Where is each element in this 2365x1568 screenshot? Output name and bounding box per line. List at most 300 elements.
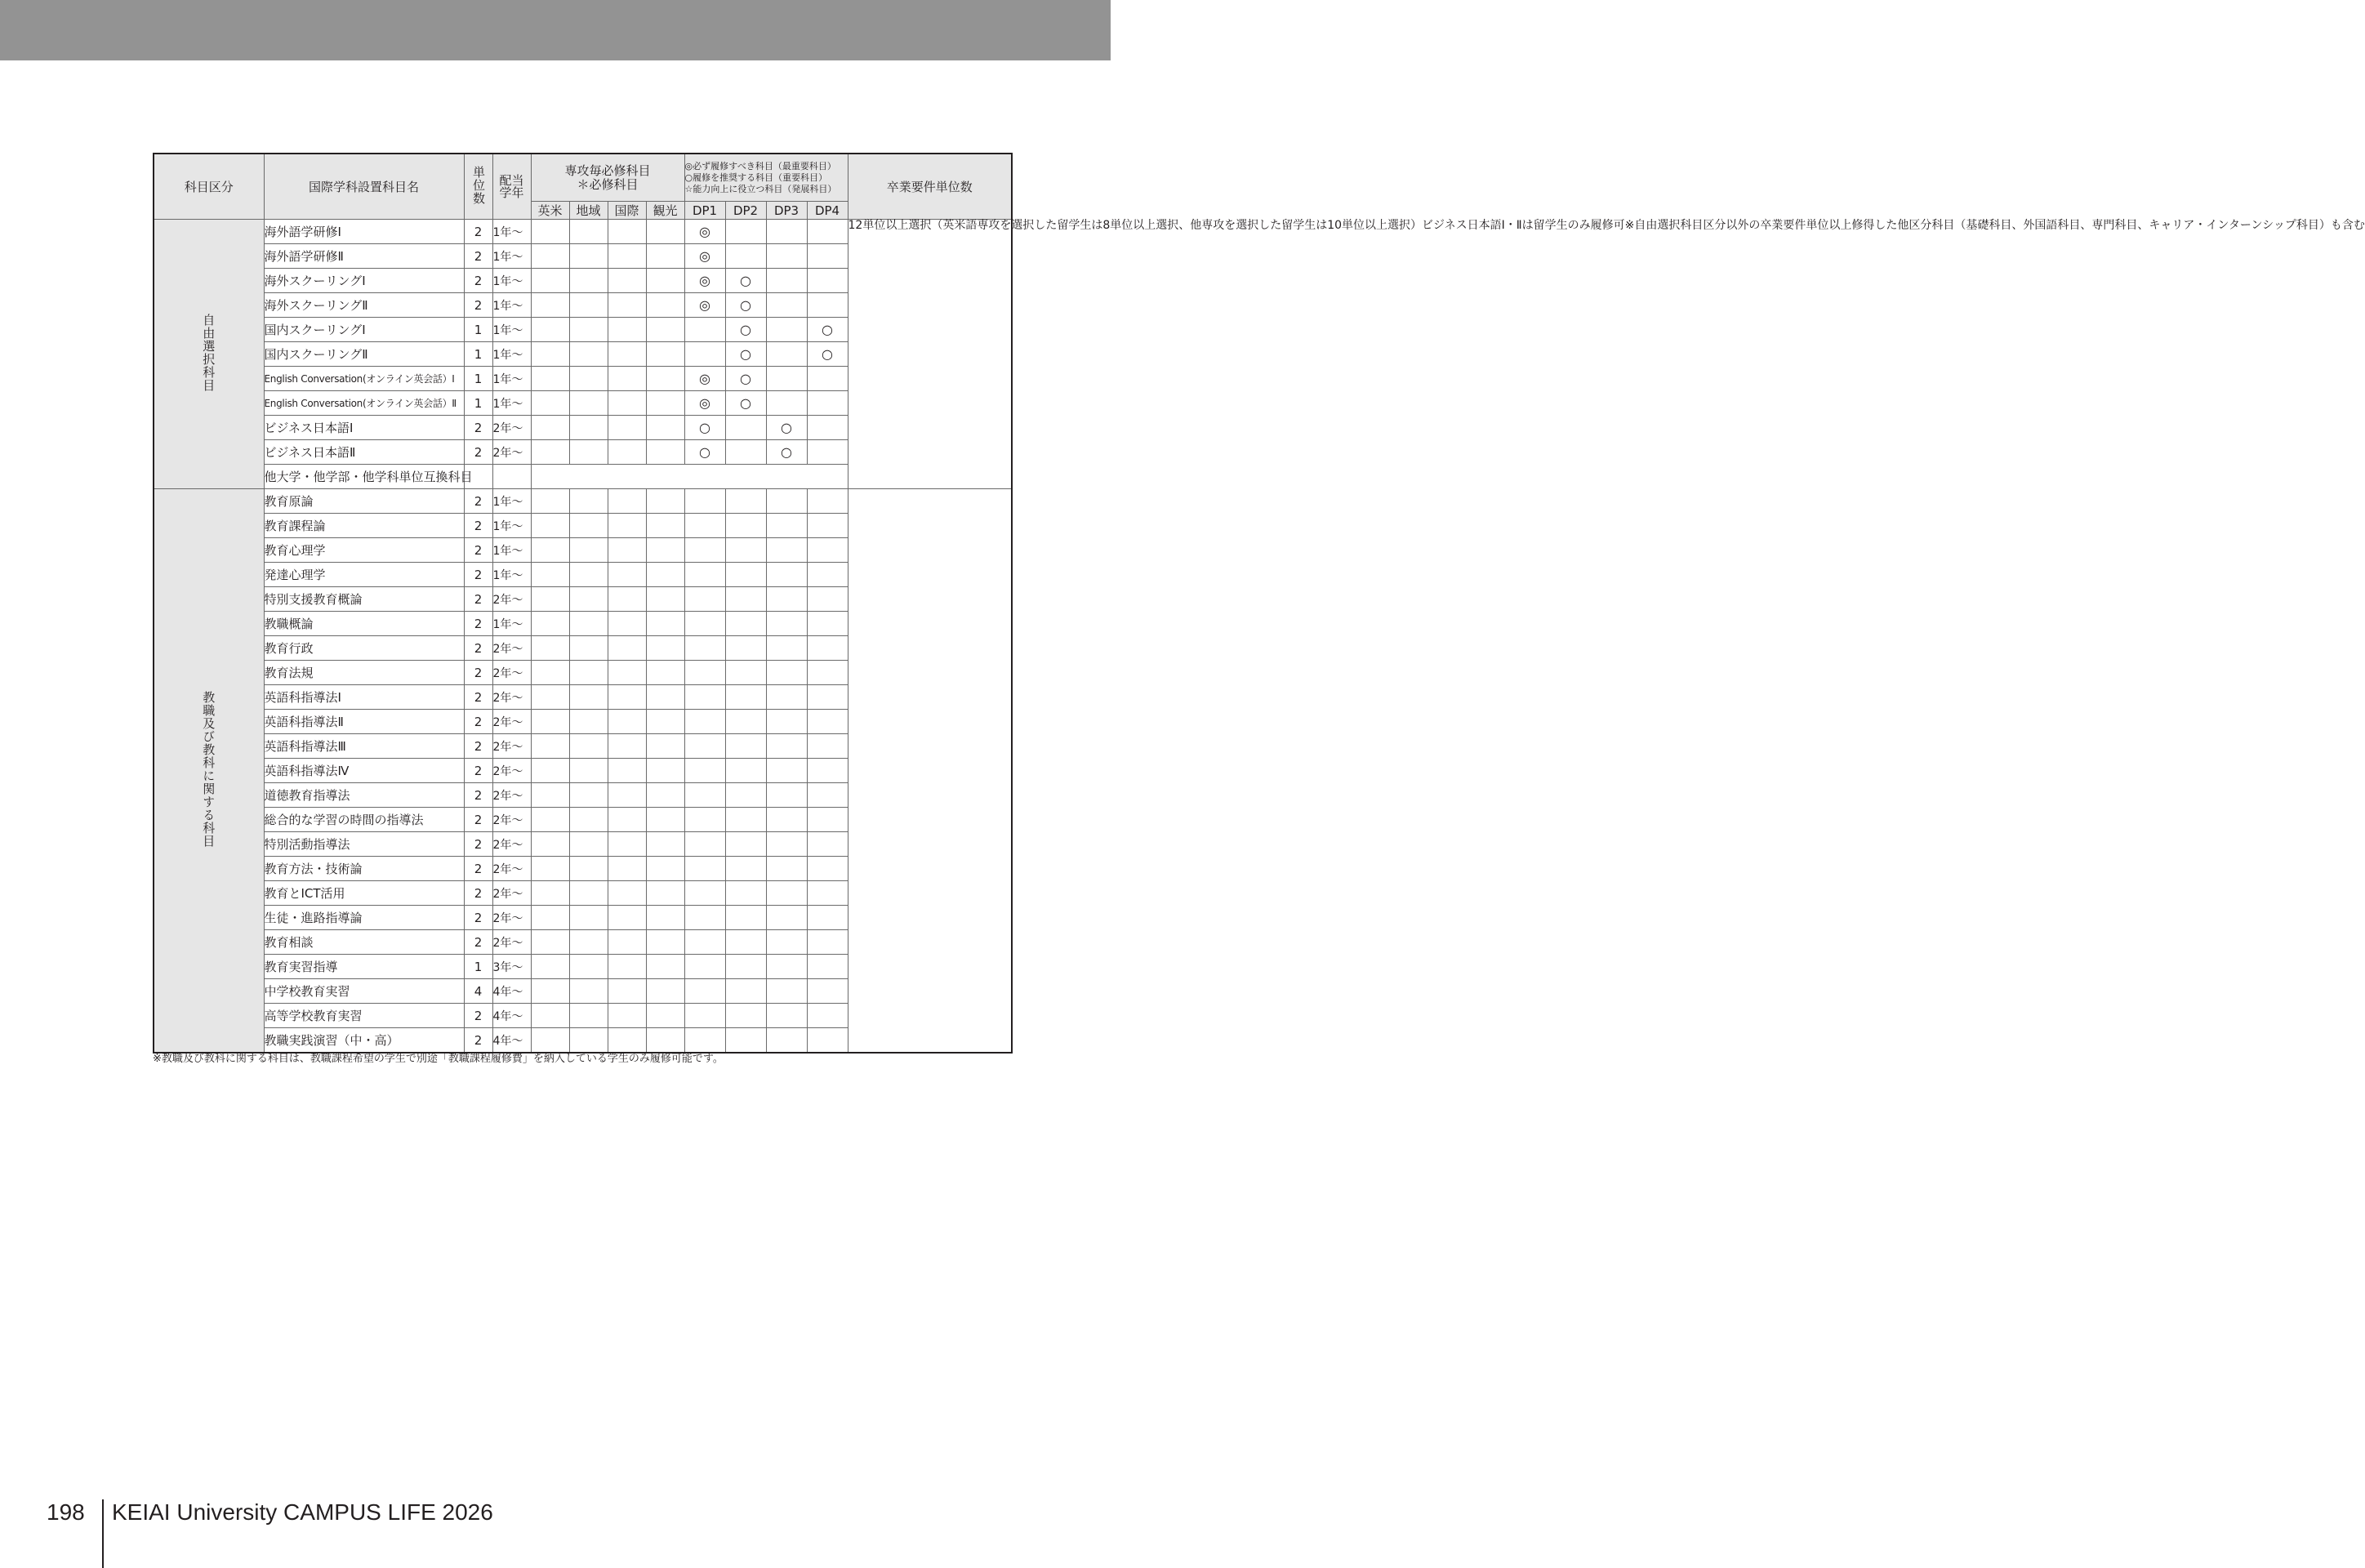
mark-cell: [531, 563, 569, 587]
mark-cell: [608, 710, 646, 734]
mark-cell: [646, 563, 684, 587]
mark-cell: [766, 685, 807, 710]
mark-cell: [807, 783, 848, 808]
mark-cell: [531, 734, 569, 759]
mark-cell: [646, 661, 684, 685]
mark-cell: [725, 636, 766, 661]
mark-cell: [531, 416, 569, 440]
course-grade: 4年～: [492, 1028, 531, 1054]
course-units: 2: [464, 293, 492, 318]
sub-header-kokusai: 国際: [608, 202, 646, 220]
mark-cell: [569, 661, 608, 685]
mark-cell: [646, 857, 684, 881]
category-free-elective: 自由選択科目: [154, 220, 264, 489]
mark-cell: [569, 979, 608, 1004]
mark-cell: [646, 979, 684, 1004]
header-category: 科目区分: [154, 154, 264, 220]
course-units: 1: [464, 318, 492, 342]
mark-cell: [531, 612, 569, 636]
mark-cell: [684, 661, 725, 685]
mark-cell: [569, 783, 608, 808]
mark-cell: [766, 269, 807, 293]
mark-cell: [807, 636, 848, 661]
course-grade: 4年～: [492, 1004, 531, 1028]
course-grade: 2年～: [492, 857, 531, 881]
mark-cell: [531, 440, 569, 465]
mark-cell: [684, 808, 725, 832]
mark-cell: [608, 416, 646, 440]
mark-cell: [531, 244, 569, 269]
course-grade: 1年～: [492, 293, 531, 318]
mark-cell: [569, 612, 608, 636]
mark-cell: [807, 906, 848, 930]
course-grade: 1年～: [492, 514, 531, 538]
course-units: 1: [464, 391, 492, 416]
mark-cell: [569, 685, 608, 710]
course-name: 特別活動指導法: [264, 832, 464, 857]
course-units: 2: [464, 416, 492, 440]
mark-cell: [646, 220, 684, 244]
dp-legend-2: ○履修を推奨する科目（重要科目）: [684, 172, 828, 183]
mark-cell: [684, 906, 725, 930]
mark-cell: [608, 538, 646, 563]
mark-cell: [807, 661, 848, 685]
mark-cell: [725, 416, 766, 440]
mark-cell: [646, 759, 684, 783]
mark-cell: [531, 1004, 569, 1028]
course-grade: 2年～: [492, 906, 531, 930]
course-name: 教育とICT活用: [264, 881, 464, 906]
mark-cell: [608, 930, 646, 955]
mark-cell: [684, 489, 725, 514]
course-grade: 2年～: [492, 710, 531, 734]
mark-cell: [608, 587, 646, 612]
mark-cell: [766, 734, 807, 759]
mark-cell: ○: [684, 416, 725, 440]
course-units: 2: [464, 244, 492, 269]
mark-cell: [725, 514, 766, 538]
mark-cell: [608, 661, 646, 685]
course-grade: 2年～: [492, 759, 531, 783]
mark-cell: [608, 685, 646, 710]
mark-cell: [807, 881, 848, 906]
mark-cell: [766, 1004, 807, 1028]
curriculum-table: [153, 153, 2365, 1054]
mark-cell: [684, 685, 725, 710]
mark-cell: [725, 440, 766, 465]
mark-cell: ○: [807, 342, 848, 367]
mark-cell: [531, 685, 569, 710]
sub-header-eibei: 英米: [531, 202, 569, 220]
mark-cell: [725, 759, 766, 783]
footer-divider: [102, 1499, 104, 1568]
mark-cell: [684, 783, 725, 808]
mark-cell: [766, 514, 807, 538]
mark-cell: [608, 269, 646, 293]
mark-cell: [725, 906, 766, 930]
mark-cell: [684, 587, 725, 612]
mark-cell: [608, 857, 646, 881]
course-grade: 1年～: [492, 318, 531, 342]
mark-cell: [646, 710, 684, 734]
mark-cell: [684, 857, 725, 881]
mark-cell: [766, 881, 807, 906]
mark-cell: [684, 832, 725, 857]
course-name: ビジネス日本語Ⅱ: [264, 440, 464, 465]
mark-cell: [531, 710, 569, 734]
mark-cell: [684, 955, 725, 979]
mark-cell: ◎: [684, 367, 725, 391]
mark-cell: [766, 906, 807, 930]
course-units: 2: [464, 783, 492, 808]
mark-cell: [766, 220, 807, 244]
mark-cell: ○: [725, 293, 766, 318]
mark-cell: [807, 759, 848, 783]
course-name: 教育実習指導: [264, 955, 464, 979]
mark-cell: [569, 220, 608, 244]
mark-cell: [531, 979, 569, 1004]
mark-cell: [569, 367, 608, 391]
course-grade: 2年～: [492, 636, 531, 661]
course-name: 道徳教育指導法: [264, 783, 464, 808]
mark-cell: [569, 857, 608, 881]
mark-cell: [646, 244, 684, 269]
mark-cell: [608, 1004, 646, 1028]
mark-cell: [766, 342, 807, 367]
mark-cell: [684, 881, 725, 906]
mark-cell: [569, 293, 608, 318]
course-grade: 2年～: [492, 808, 531, 832]
sub-header-dp4: DP4: [807, 202, 848, 220]
mark-cell: [531, 955, 569, 979]
mark-cell: [725, 955, 766, 979]
mark-cell: ○: [725, 391, 766, 416]
mark-cell: [766, 955, 807, 979]
sub-header-dp2: DP2: [725, 202, 766, 220]
course-name: 海外語学研修Ⅰ: [264, 220, 464, 244]
mark-cell: [766, 391, 807, 416]
sub-header-dp3: DP3: [766, 202, 807, 220]
category-teaching: 教職及び教科に関する科目: [154, 489, 264, 1054]
mark-cell: [569, 342, 608, 367]
course-name: 高等学校教育実習: [264, 1004, 464, 1028]
mark-cell: [531, 220, 569, 244]
course-grade: 2年～: [492, 440, 531, 465]
mark-cell: [725, 930, 766, 955]
mark-cell: [531, 269, 569, 293]
mark-cell: [608, 759, 646, 783]
mark-cell: [569, 832, 608, 857]
mark-cell: [725, 244, 766, 269]
mark-cell: [725, 783, 766, 808]
mark-cell: [531, 293, 569, 318]
mark-cell: [608, 514, 646, 538]
mark-cell: [531, 906, 569, 930]
mark-cell: [684, 612, 725, 636]
mark-cell: [646, 538, 684, 563]
mark-cell: [766, 612, 807, 636]
mark-cell: ○: [725, 342, 766, 367]
mark-cell: [766, 979, 807, 1004]
header-course-name: 国際学科設置科目名: [264, 154, 464, 220]
course-units: 2: [464, 685, 492, 710]
mark-cell: [608, 979, 646, 1004]
mark-cell: [531, 514, 569, 538]
mark-cell: [807, 244, 848, 269]
mark-cell: [646, 391, 684, 416]
course-name: 教育法規: [264, 661, 464, 685]
mark-cell: [608, 783, 646, 808]
course-units: 2: [464, 832, 492, 857]
mark-cell: [807, 612, 848, 636]
course-units: 2: [464, 514, 492, 538]
mark-cell: [807, 832, 848, 857]
mark-cell: [569, 391, 608, 416]
course-units: 2: [464, 220, 492, 244]
mark-cell: [569, 563, 608, 587]
mark-cell: [766, 710, 807, 734]
mark-cell: [569, 1004, 608, 1028]
mark-cell: [807, 489, 848, 514]
course-units: 2: [464, 269, 492, 293]
mark-cell: [531, 832, 569, 857]
course-name: 教育行政: [264, 636, 464, 661]
mark-cell: [608, 734, 646, 759]
mark-cell: [608, 636, 646, 661]
mark-cell: [646, 269, 684, 293]
mark-cell: [766, 244, 807, 269]
mark-cell: [807, 538, 848, 563]
mark-cell: [807, 293, 848, 318]
course-units: 2: [464, 636, 492, 661]
mark-cell: [646, 832, 684, 857]
mark-cell: [646, 318, 684, 342]
course-name: 発達心理学: [264, 563, 464, 587]
mark-cell: [531, 342, 569, 367]
course-name: 他大学・他学部・他学科単位互換科目: [264, 465, 464, 489]
course-units: 2: [464, 440, 492, 465]
mark-cell: [608, 244, 646, 269]
mark-cell: [684, 1004, 725, 1028]
course-name: 国内スクーリングⅠ: [264, 318, 464, 342]
header-required: 専攻毎必修科目 ＊必修科目: [531, 154, 684, 202]
mark-cell: [569, 955, 608, 979]
course-units: 2: [464, 710, 492, 734]
mark-cell: [646, 416, 684, 440]
mark-cell: [684, 318, 725, 342]
mark-cell: [569, 416, 608, 440]
course-grade: 1年～: [492, 244, 531, 269]
mark-cell: [766, 367, 807, 391]
mark-cell: [531, 783, 569, 808]
course-grade: 2年～: [492, 685, 531, 710]
course-units: 4: [464, 979, 492, 1004]
course-units: 2: [464, 1028, 492, 1054]
mark-cell: [531, 367, 569, 391]
mark-cell: [807, 1028, 848, 1054]
mark-cell: [725, 587, 766, 612]
course-name: 教職実践演習（中・高）: [264, 1028, 464, 1054]
mark-cell: [807, 514, 848, 538]
course-name: ビジネス日本語Ⅰ: [264, 416, 464, 440]
mark-cell: [646, 685, 684, 710]
course-units: 2: [464, 881, 492, 906]
mark-cell: [646, 783, 684, 808]
sub-header-chiiki: 地域: [569, 202, 608, 220]
course-name: 教育課程論: [264, 514, 464, 538]
course-grade: 2年～: [492, 783, 531, 808]
mark-cell: ◎: [684, 391, 725, 416]
course-grade: 1年～: [492, 612, 531, 636]
mark-cell: [684, 930, 725, 955]
mark-cell: ○: [725, 318, 766, 342]
mark-cell: [807, 416, 848, 440]
course-grade: 1年～: [492, 269, 531, 293]
course-name: English Conversation(オンライン英会話）Ⅱ: [264, 391, 464, 416]
mark-cell: [608, 342, 646, 367]
mark-cell: [766, 587, 807, 612]
mark-cell: [766, 293, 807, 318]
mark-cell: [646, 587, 684, 612]
mark-cell: [646, 930, 684, 955]
mark-cell: [725, 710, 766, 734]
mark-cell: [725, 685, 766, 710]
mark-cell: [646, 808, 684, 832]
mark-cell: [725, 979, 766, 1004]
mark-cell: [569, 710, 608, 734]
sub-header-kanko: 観光: [646, 202, 684, 220]
mark-cell: [646, 1004, 684, 1028]
mark-cell: [531, 759, 569, 783]
mark-cell: [569, 759, 608, 783]
mark-cell: [531, 587, 569, 612]
mark-cell: [531, 318, 569, 342]
mark-cell: [569, 808, 608, 832]
mark-cell: [608, 955, 646, 979]
course-name: 教育方法・技術論: [264, 857, 464, 881]
mark-cell: [766, 832, 807, 857]
mark-cell: [569, 906, 608, 930]
mark-cell: [608, 220, 646, 244]
course-name: 国内スクーリングⅡ: [264, 342, 464, 367]
mark-cell: [766, 489, 807, 514]
mark-cell: [684, 563, 725, 587]
mark-cell: [531, 538, 569, 563]
course-grade: 1年～: [492, 342, 531, 367]
mark-cell: [766, 538, 807, 563]
course-grade: 3年～: [492, 955, 531, 979]
course-grade: 4年～: [492, 979, 531, 1004]
mark-cell: [608, 832, 646, 857]
mark-cell: [531, 930, 569, 955]
mark-cell: [646, 612, 684, 636]
mark-cell: [766, 759, 807, 783]
course-units: 1: [464, 955, 492, 979]
mark-cell: [646, 955, 684, 979]
mark-cell: [766, 857, 807, 881]
mark-cell: [608, 293, 646, 318]
mark-cell: ○: [684, 440, 725, 465]
mark-cell: [766, 930, 807, 955]
course-units: 2: [464, 587, 492, 612]
mark-cell: [531, 489, 569, 514]
mark-cell: [807, 979, 848, 1004]
course-name: 教育相談: [264, 930, 464, 955]
course-name: 総合的な学習の時間の指導法: [264, 808, 464, 832]
graduation-requirement: 12単位以上選択（英米語専攻を選択した留学生は8単位以上選択、他専攻を選択した留学生は10単位以上選択）ビジネス日本語Ⅰ・Ⅱは留学生のみ履修可※自由選択科目区分以外の卒業要件単位以上修得した他区分科目（基礎科目、外国語科目、専門科目、キャリア・インターンシップ科目）も含む: [848, 220, 1012, 489]
table-row: [154, 220, 1012, 244]
mark-cell: [684, 514, 725, 538]
course-grade: 2年～: [492, 930, 531, 955]
mark-cell: [766, 318, 807, 342]
mark-cell: [725, 538, 766, 563]
course-name: English Conversation(オンライン英会話）Ⅰ: [264, 367, 464, 391]
mark-cell: [646, 342, 684, 367]
mark-cell: [646, 293, 684, 318]
mark-cell: [608, 612, 646, 636]
mark-cell: [807, 563, 848, 587]
mark-cell: [569, 489, 608, 514]
mark-cell: [807, 440, 848, 465]
graduation-empty: [848, 489, 1012, 1054]
mark-cell: ○: [807, 318, 848, 342]
mark-cell: [807, 220, 848, 244]
header-units: 単位数: [464, 154, 492, 220]
mark-cell: [807, 734, 848, 759]
header-grade: 配当学年: [492, 154, 531, 220]
mark-cell: [569, 318, 608, 342]
course-name: 海外スクーリングⅡ: [264, 293, 464, 318]
course-name: 海外語学研修Ⅱ: [264, 244, 464, 269]
course-name: 英語科指導法Ⅱ: [264, 710, 464, 734]
mark-cell: [608, 440, 646, 465]
mark-cell: ○: [766, 440, 807, 465]
mark-cell: [608, 367, 646, 391]
mark-cell: [608, 906, 646, 930]
mark-cell: [646, 440, 684, 465]
mark-cell: [646, 489, 684, 514]
mark-cell: [725, 220, 766, 244]
course-units: 1: [464, 342, 492, 367]
dp-legend-3: ☆能力向上に役立つ科目（発展科目）: [684, 183, 837, 194]
mark-cell: [646, 514, 684, 538]
footer-title: KEIAI University CAMPUS LIFE 2026: [112, 1499, 493, 1525]
mark-cell: [569, 636, 608, 661]
course-units: 2: [464, 808, 492, 832]
course-units: 2: [464, 563, 492, 587]
mark-cell: [531, 391, 569, 416]
mark-cell: [531, 857, 569, 881]
course-units: 2: [464, 734, 492, 759]
course-units: 2: [464, 538, 492, 563]
course-units: 2: [464, 930, 492, 955]
course-units: 1: [464, 367, 492, 391]
mark-cell: [646, 906, 684, 930]
mark-cell: [725, 661, 766, 685]
course-grade: 2年～: [492, 416, 531, 440]
mark-cell: [569, 930, 608, 955]
course-units: 2: [464, 759, 492, 783]
mark-cell: ○: [725, 367, 766, 391]
mark-cell: [569, 734, 608, 759]
mark-cell: [807, 1004, 848, 1028]
course-grade: 1年～: [492, 220, 531, 244]
course-grade: 1年～: [492, 391, 531, 416]
course-units: 2: [464, 1004, 492, 1028]
marks-empty: [531, 465, 848, 489]
mark-cell: [646, 367, 684, 391]
mark-cell: [684, 538, 725, 563]
